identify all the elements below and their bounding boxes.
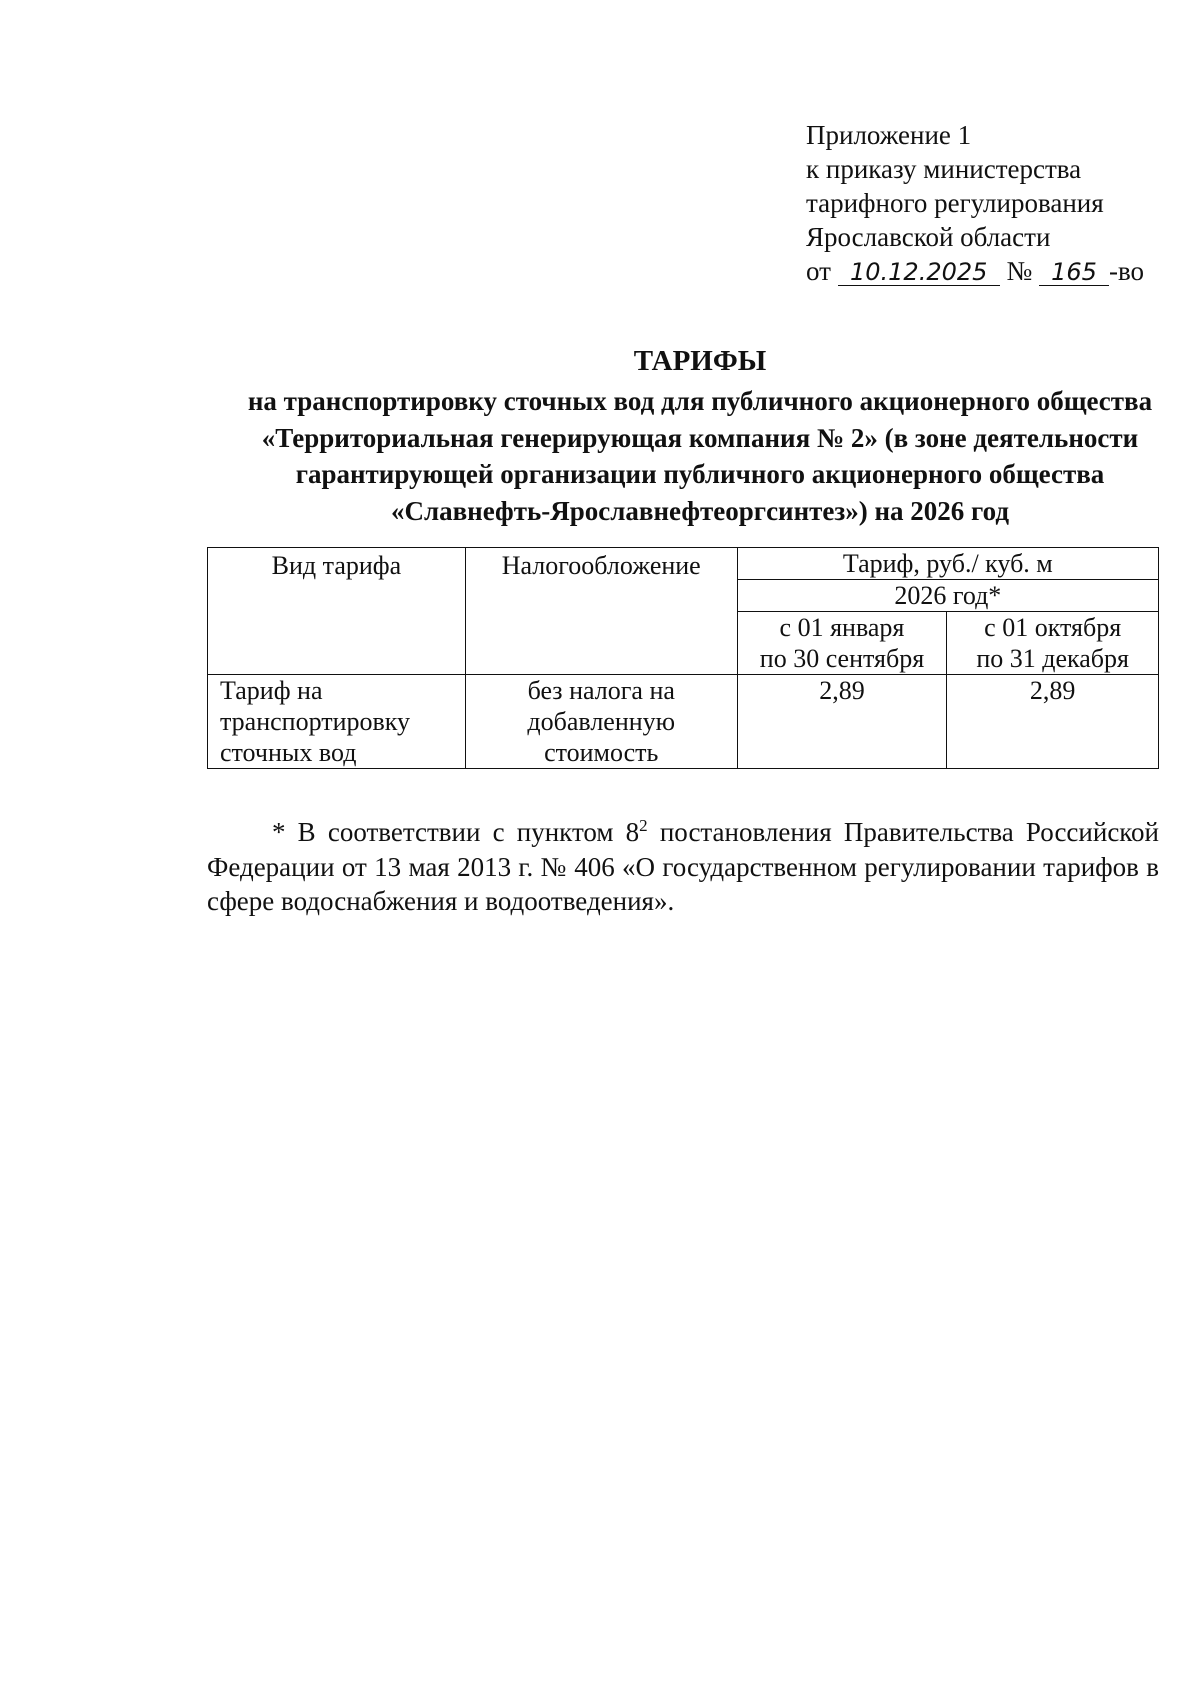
cell-kind-line: Тариф на — [220, 676, 323, 705]
order-reference-line — [806, 254, 1144, 288]
document-title: ТАРИФЫ — [633, 345, 767, 377]
appendix-line: тарифного регулирования — [806, 188, 1104, 218]
header-period-2 — [947, 612, 1159, 675]
header-taxation — [465, 548, 737, 675]
cell-taxation — [465, 675, 737, 769]
order-suffix: -во — [1108, 256, 1145, 286]
header-period-1-line: по 30 сентября — [759, 644, 925, 673]
cell-taxation-line: без налога на — [527, 676, 675, 705]
tariff-table — [207, 547, 1159, 769]
cell-kind-line: транспортировку — [220, 707, 411, 736]
header-tariff — [737, 548, 1158, 580]
header-kind — [208, 548, 466, 675]
cell-kind — [208, 675, 466, 769]
handwritten-order-number: 165 — [1039, 259, 1109, 286]
appendix-block — [806, 118, 1144, 288]
handwritten-date: 10.12.2025 — [838, 259, 1000, 286]
header-tariff-label: Тариф, руб./ куб. м — [842, 549, 1053, 578]
appendix-line: к приказу министерства — [806, 154, 1082, 184]
footnote-text-start: * В соответствии с пунктом 8 — [272, 817, 640, 847]
header-year — [737, 580, 1158, 612]
cell-taxation-line: добавленную — [527, 707, 676, 736]
cell-kind-line: сточных вод — [220, 738, 357, 767]
footnote — [207, 815, 1159, 919]
cell-value-period-1: 2,89 — [737, 675, 947, 769]
header-period-2-line: по 31 декабря — [976, 644, 1129, 673]
number-sign: № — [1006, 256, 1033, 286]
table-header-row — [208, 548, 1159, 580]
cell-taxation-line: стоимость — [544, 738, 659, 767]
document-subtitle: на транспортировку сточных вод для публичного акционерного общества «Территориальная генерирующая компания № 2» (в зоне деятельности гарантирующей организации публичного акционерного общества «Славнефть-Ярославнефтеоргсинтез») на 2026 год — [247, 386, 1153, 526]
from-prefix: от — [806, 256, 831, 286]
header-period-2-line: с 01 октября — [984, 613, 1122, 642]
header-taxation-label: Налогообложение — [501, 551, 701, 580]
footnote-text-end: постановления Правительства Российской Федерации от 13 мая 2013 г. № 406 «О государственном регулировании тарифов в сфере водоснабжения и водоотведения». — [207, 817, 1159, 916]
header-year-label: 2026 год* — [894, 581, 1002, 610]
appendix-line: Приложение 1 — [806, 120, 972, 150]
appendix-line: Ярославской области — [806, 222, 1051, 252]
footnote-superscript: 2 — [639, 816, 648, 835]
header-period-1 — [737, 612, 947, 675]
cell-value-period-2: 2,89 — [947, 675, 1159, 769]
table-row — [208, 675, 1159, 769]
header-kind-label: Вид тарифа — [271, 551, 402, 580]
header-period-1-line: с 01 января — [779, 613, 905, 642]
